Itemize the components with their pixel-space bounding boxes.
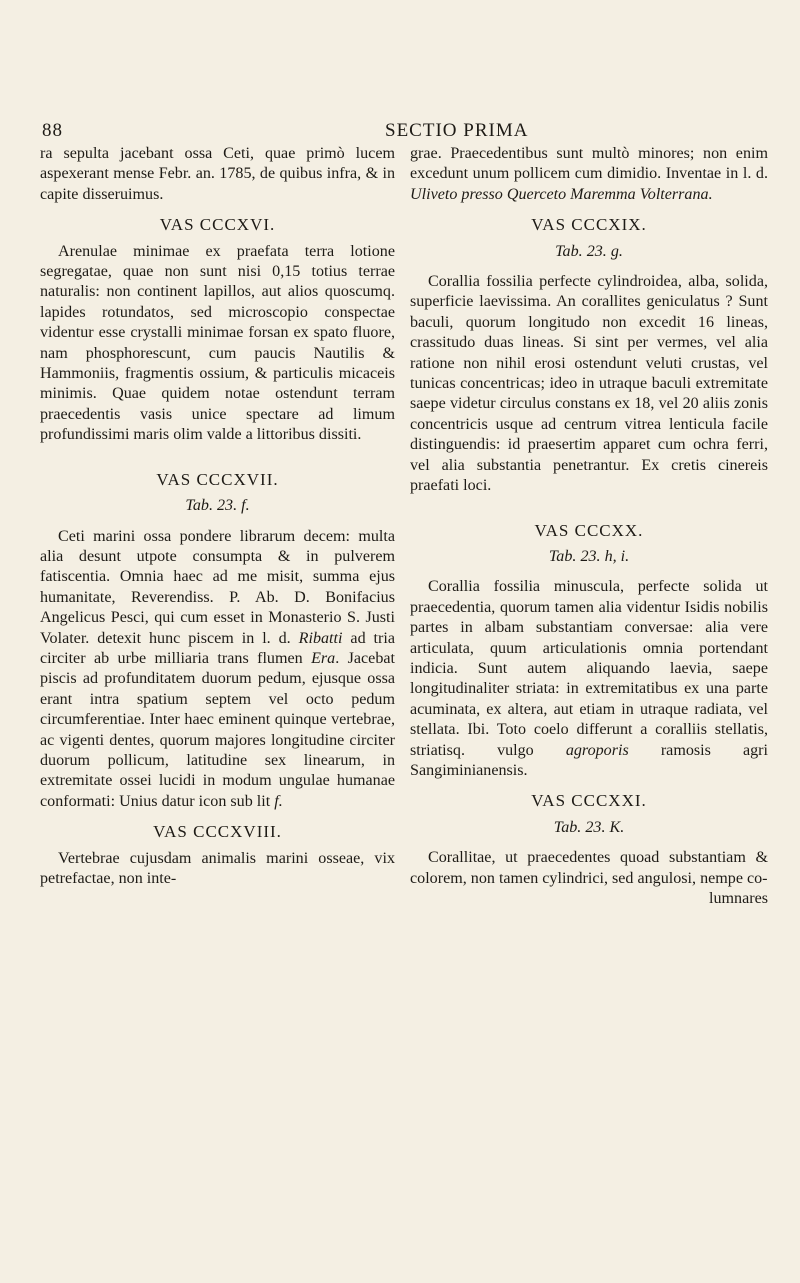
right-column	[410, 144, 768, 909]
plate-reference: Tab. 23. f.	[185, 497, 250, 515]
paragraph: Corallia fossilia perfecte cylindroidea, alba, solida, superficie laevissima. An corallites geniculatus ? Sunt baculi, quorum longitudo non excedit 16 lineas, crassitudo duas lineas. Si sint per vermes, vel alia ratione non nihil erosi ostendunt veluti crustas, vel tunicas concentricas; ideo in utraque baculi extremitate saepe videtur circulus constans ex 18, vel 20 aliis zonis concentricis usque ad centrum vitrea lenticula facile distinguendis: id praesertim apparet cum ochra ferri, vel alia substantia penetrantur. Ex cretis cinereis praefati loci.	[410, 273, 768, 495]
paragraph: grae. Praecedentibus sunt multò minores; non enim excedunt unum pollicem cum dimidio. Inventae in l. d. Uliveto presso Querceto Maremma Volterrana.	[410, 145, 768, 203]
catchword: lumnares	[709, 890, 768, 907]
paragraph: ra sepulta jacebant ossa Ceti, quae primò lucem aspexerant mense Febr. an. 1785, de quibus infra, & in capite disseruimus.	[40, 145, 395, 203]
plate-reference: Tab. 23. g.	[555, 242, 623, 260]
plate-reference: Tab. 23. h, i.	[548, 547, 630, 565]
paragraph: Vertebrae cujusdam animalis marini osseae, vix petrefactae, non inte-	[40, 849, 395, 887]
paragraph: Corallitae, ut praecedentes quoad substantiam & colorem, non tamen cylindrici, sed angulosi, nempe co-	[410, 849, 768, 887]
section-heading: VAS CCCXVII.	[156, 469, 279, 489]
plate-reference: Tab. 23. K.	[553, 818, 625, 836]
section-heading: VAS CCCXVI.	[159, 215, 276, 235]
section-heading: VAS CCCXVIII.	[153, 822, 282, 842]
paragraph: Corallia fossilia minuscula, perfecte solida ut praecedentia, quorum tamen alia videntur Isidis nobilis partes in albam substantiam conversae: alia vere articulata, quum articulationis omnia portendant indicia. Sunt autem aliquando laevia, saepe longitudinaliter striata: in extremitatibus ex una parte acuminata, ex altera, aut etiam in utraque radiata, vel stellata. Ibi. Toto coelo differunt a coralliis stellatis, striatisq. vulgo agroporis ramosis agri Sangiminianensis.	[410, 578, 768, 779]
page-number: 88	[42, 120, 63, 141]
page-header	[42, 120, 762, 144]
paragraph: Ceti marini ossa pondere librarum decem: multa alia desunt utpote consumpta & in pulverem fatiscentia. Omnia haec ad me misit, summa ejus humanitate, Reverendiss. P. Ab. D. Bonifacius Angelicus Pesci, qui cum esset in Monasterio S. Justi Volater. detexit hunc piscem in l. d. Ribatti ad tria circiter ab urbe milliaria trans flumen Era. Jacebat piscis ad profunditatem duorum pedum, ejusque ossa erant intra spatium septem vel octo pedum circumferentiae. Inter haec eminent quinque vertebrae, ac vigenti dentes, quorum majores longitudine circiter duorum pollicum, latitudine sex linearum, in extremitate ossei lucidi in modum ungulae humanae conformati: Unius datur icon sub lit f.	[40, 527, 395, 810]
running-title: SECTIO PRIMA	[385, 120, 529, 141]
left-column	[40, 144, 395, 889]
section-heading: VAS CCCXXI.	[531, 791, 647, 811]
paragraph: Arenulae minimae ex praefata terra lotione segregatae, quae non sunt nisi 0,15 totius terrae naturalis: non continent lapillos, aut alios quoscumq. lapides rotundatos, sed microscopio conspectae videntur esse crystalli minimae forsan ex spato fluore, nam phosphorescunt, cum paucis Nautilis & Hammoniis, fragmentis ossium, & particulis micaceis minimis. Quae quidem notae ostendunt terram praecedentis vasis unice spectare ad limum profundissimi maris olim valde a littoribus dissiti.	[40, 242, 395, 444]
section-heading: VAS CCCXX.	[534, 520, 644, 540]
section-heading: VAS CCCXIX.	[531, 215, 647, 235]
